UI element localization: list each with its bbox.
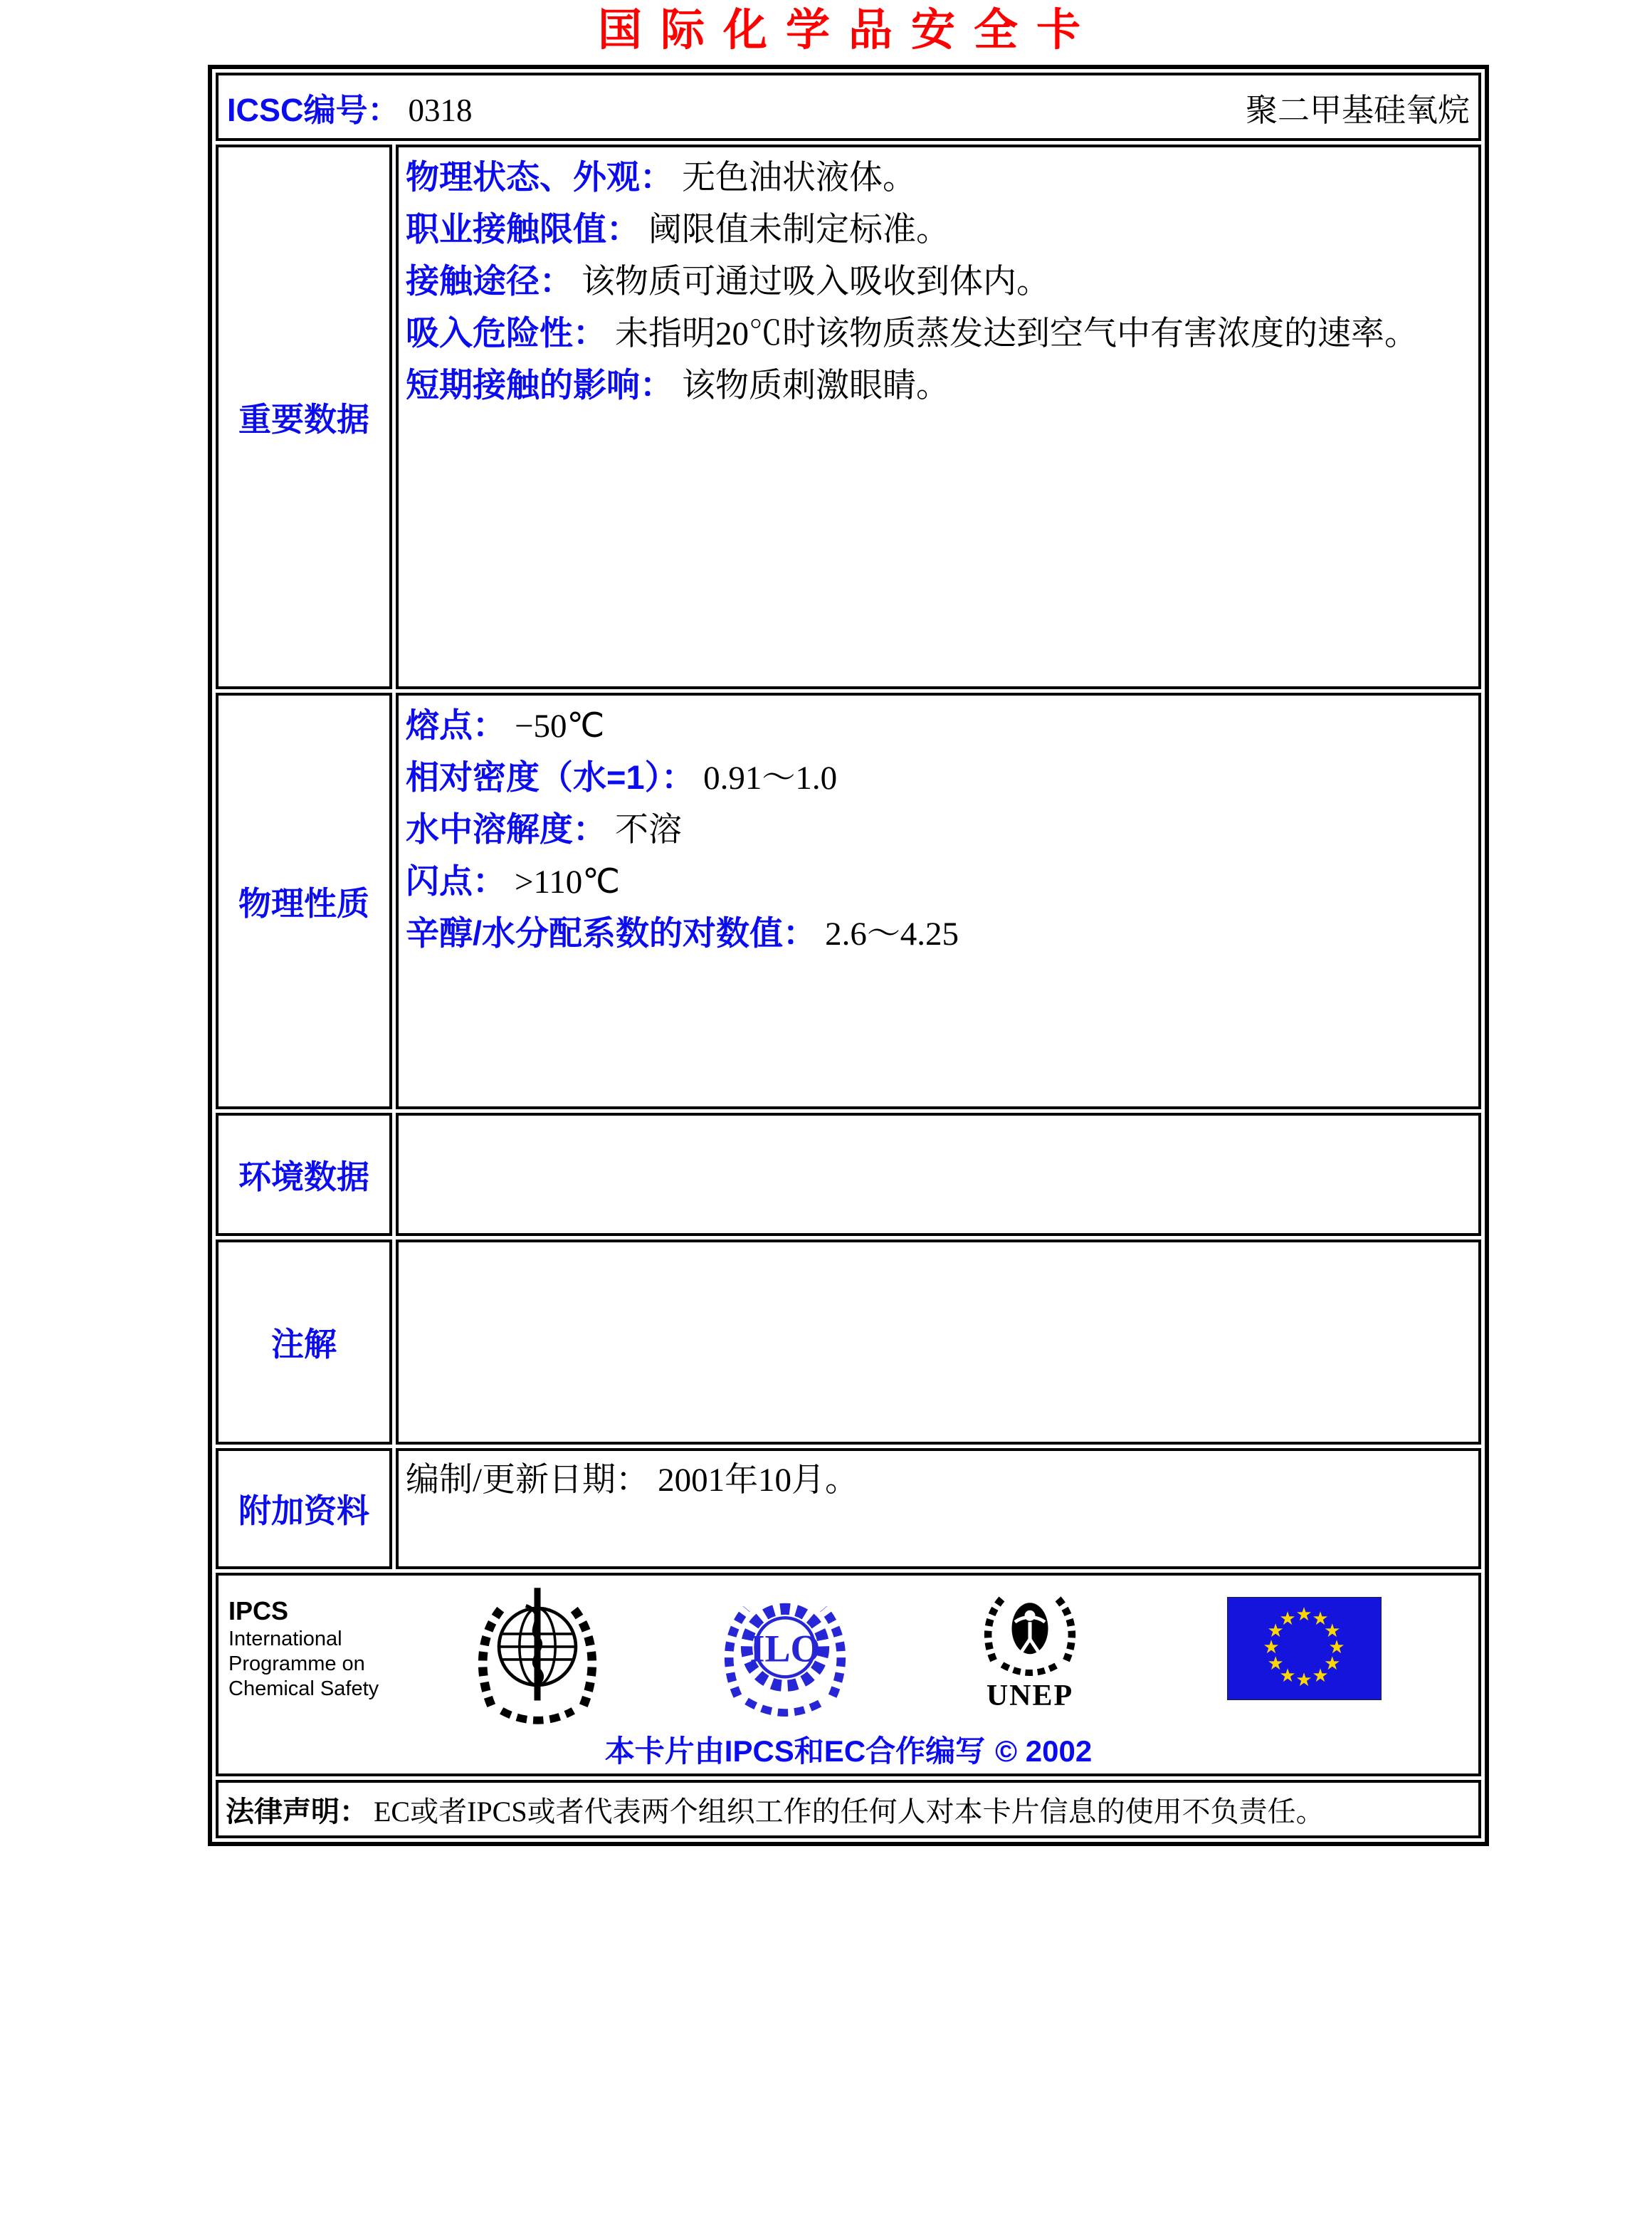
additional-info-content <box>396 1448 1481 1569</box>
data-line: 接触途径： 该物质可通过吸入吸收到体内。 <box>406 262 1050 300</box>
legal-cell <box>216 1780 1481 1838</box>
data-line: 编制/更新日期： 2001年10月。 <box>406 1462 859 1499</box>
eu-star-icon: ★ <box>1279 1608 1296 1630</box>
additional-info-row <box>216 1448 1481 1569</box>
ilo-emblem-icon <box>721 1588 849 1717</box>
icsc-number-group <box>227 84 473 130</box>
data-line: 熔点： −50℃ <box>406 706 605 745</box>
ipcs-heading: IPCS <box>228 1596 289 1625</box>
eu-star-icon: ★ <box>1312 1608 1329 1630</box>
data-line: 相对密度（水=1）： 0.91～1.0 <box>406 758 838 797</box>
eu-star-icon: ★ <box>1295 1670 1312 1691</box>
eu-star-icon: ★ <box>1328 1637 1345 1658</box>
logos-cell <box>216 1573 1481 1776</box>
ilo-letters: ILO <box>749 1627 821 1670</box>
data-line: 职业接触限值： 阈限值未制定标准。 <box>406 210 949 248</box>
notes-content <box>396 1240 1481 1445</box>
legal-text: EC或者IPCS或者代表两个组织工作的任何人对本卡片信息的使用不负责任。 <box>374 1795 1325 1828</box>
physical-properties-row <box>216 693 1481 1109</box>
row-label-additional-info: 附加资料 <box>216 1448 392 1569</box>
page-title: 国际化学品安全卡 <box>597 6 1099 55</box>
icsc-number-label: ICSC编号： <box>227 91 400 128</box>
unep-logo-group <box>969 1586 1090 1712</box>
unep-emblem-icon <box>977 1586 1083 1677</box>
data-line: 闪点： >110℃ <box>406 862 621 901</box>
legal-row <box>216 1780 1481 1838</box>
data-line: 水中溶解度： 不溶 <box>406 810 682 849</box>
header-row <box>216 73 1481 141</box>
legal-label: 法律声明： <box>226 1796 368 1828</box>
logos-row <box>216 1573 1481 1776</box>
header-cell <box>216 73 1481 141</box>
environmental-data-row <box>216 1113 1481 1236</box>
eu-star-icon: ★ <box>1324 1653 1341 1675</box>
eu-flag-icon <box>1227 1597 1382 1700</box>
row-label-notes: 注解 <box>216 1240 392 1445</box>
eu-star-icon: ★ <box>1295 1604 1312 1625</box>
footer-caption: 本卡片由IPCS和EC合作编写 © 2002 <box>604 1734 1093 1768</box>
substance-name: 聚二甲基硅氧烷 <box>1245 92 1470 128</box>
data-line: 吸入危险性： 未指明20℃时该物质蒸发达到空气中有害浓度的速率。 <box>406 314 1418 352</box>
row-label-environmental-data: 环境数据 <box>216 1113 392 1236</box>
data-line: 物理状态、外观： 无色油状液体。 <box>406 158 916 197</box>
eu-star-icon: ★ <box>1267 1620 1284 1642</box>
icsc-card-table <box>208 65 1489 1846</box>
unep-label: UNEP <box>986 1680 1074 1712</box>
physical-properties-content <box>396 693 1481 1109</box>
copyright-text: © 2002 <box>995 1734 1093 1768</box>
data-line: 短期接触的影响： 该物质刺激眼睛。 <box>406 366 949 404</box>
environmental-data-content <box>396 1113 1481 1236</box>
data-line: 辛醇/水分配系数的对数值： 2.6～4.25 <box>406 914 959 953</box>
eu-star-icon: ★ <box>1324 1620 1341 1642</box>
row-label-physical-properties: 物理性质 <box>216 693 392 1109</box>
ipcs-text-block: IPCS International Programme on Chemical Safety <box>228 1596 379 1700</box>
eu-star-icon: ★ <box>1263 1637 1280 1658</box>
who-emblem-icon <box>473 1583 601 1729</box>
important-data-row <box>216 145 1481 689</box>
eu-star-icon: ★ <box>1312 1665 1329 1687</box>
notes-row <box>216 1240 1481 1445</box>
eu-star-icon: ★ <box>1279 1665 1296 1687</box>
eu-star-icon: ★ <box>1267 1653 1284 1675</box>
row-label-important-data: 重要数据 <box>216 145 392 689</box>
icsc-number-value: 0318 <box>408 92 473 128</box>
important-data-content <box>396 145 1481 689</box>
